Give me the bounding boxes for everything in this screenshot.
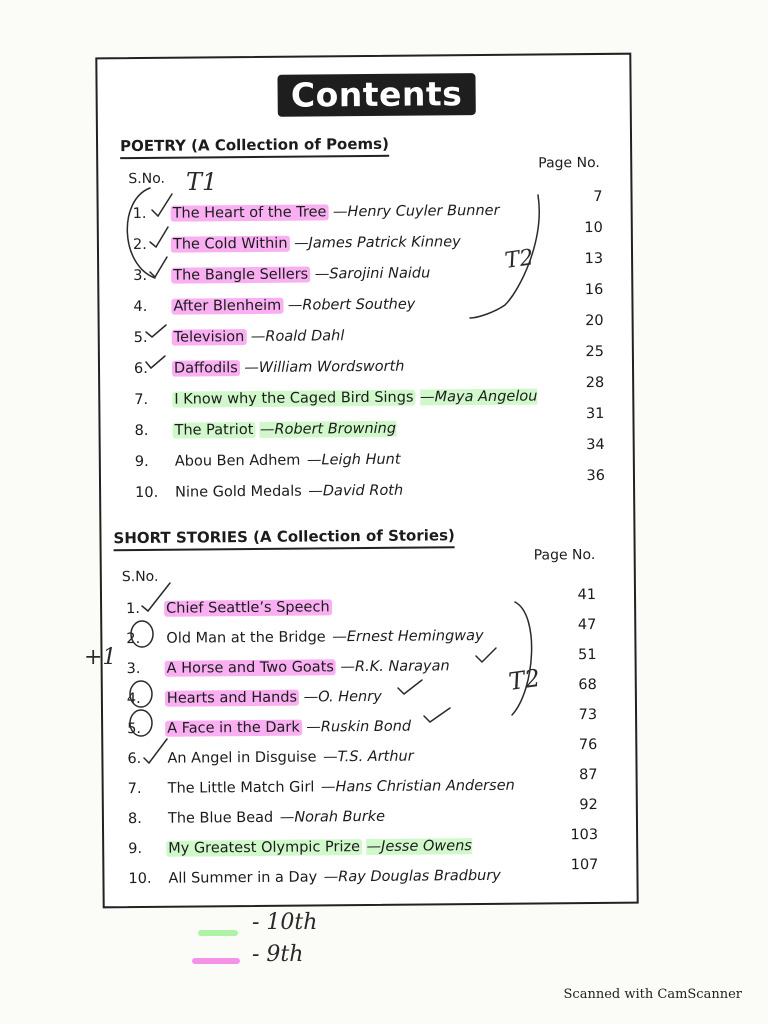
story-title: A Horse and Two Goats [166,659,334,677]
poem-title: Television [173,329,245,346]
poem-row-4 [133,281,623,319]
story-entry [165,654,450,680]
stories-heading: SHORT STORIES (A Collection of Stories) [113,526,455,551]
story-number: 2. [126,630,141,648]
story-author: —Jesse Owens [366,838,472,856]
story-entry [164,624,483,651]
poem-entry [172,417,396,443]
story-page-number: 76 [578,737,598,754]
story-entry [166,864,501,891]
stories-sno-label: S.No. [121,568,159,586]
story-title: All Summer in a Day [168,869,318,887]
story-entry [164,595,332,620]
stories-page-label: Page No. [533,547,596,564]
story-number: 4. [126,690,141,708]
poem-page-number: 25 [585,343,604,361]
annotation-t2-upper: T2 [503,245,536,274]
story-author: —O. Henry [303,688,382,706]
story-entry [165,745,413,771]
poem-page-number: 16 [584,281,604,299]
poem-page-number: 31 [585,405,605,423]
poem-entry [171,230,461,257]
story-page-number: 41 [577,587,597,604]
poem-number: 6. [133,360,148,378]
story-number: 9. [128,840,143,858]
poem-number: 4. [133,298,148,316]
annotation-t2-lower: T2 [506,663,542,696]
poem-title: After Blenheim [173,297,282,315]
poem-row-7 [134,374,624,412]
poem-title: The Cold Within [172,235,288,253]
poem-author: —Robert Southey [287,296,416,314]
story-author: —Hans Christian Andersen [320,777,515,796]
story-row-2 [126,617,626,651]
story-author: —R.K. Narayan [340,658,450,676]
story-author: —Ray Douglas Bradbury [323,867,501,886]
story-page-number: 73 [578,707,598,724]
story-page-number: 92 [579,796,598,814]
story-page-number: 51 [578,647,597,664]
scanner-watermark: Scanned with CamScanner [563,987,742,1002]
story-title: Chief Seattle’s Speech [166,599,330,617]
story-page-number: 107 [570,856,599,874]
legend-pink-swatch [192,958,240,964]
poetry-page-label: Page No. [538,154,600,172]
annotation-t1: T1 [186,168,218,196]
story-title: A Face in the Dark [167,719,300,737]
story-title: The Blue Bead [167,809,274,827]
poem-number: 10. [135,484,159,502]
poem-entry [172,355,405,381]
poem-page-number: 7 [593,188,603,206]
story-entry [166,774,515,801]
poem-entry [171,261,430,287]
poem-number: 2. [132,236,147,254]
poem-row-5 [133,312,624,350]
poem-author: —Leigh Hunt [306,451,401,469]
poem-row-1 [132,188,623,226]
poetry-heading: POETRY (A Collection of Poems) [120,135,389,159]
story-page-number: 47 [577,617,597,634]
contents-page [95,53,638,909]
story-row-7 [127,766,628,801]
story-entry [166,805,385,831]
poem-author: —Roald Dahl [250,328,345,346]
story-page-number: 103 [570,826,599,844]
story-title: An Angel in Disguise [167,749,317,767]
poem-page-number: 13 [584,250,604,268]
poem-author: —David Roth [308,482,404,500]
legend-10th: - 10th [252,910,318,935]
story-entry [165,715,411,741]
story-row-5 [127,707,627,741]
poem-number: 3. [133,267,148,285]
poem-row-9 [134,436,625,474]
story-row-8 [127,796,628,831]
story-number: 6. [127,750,142,768]
story-row-6 [127,737,627,771]
poem-title: The Bangle Sellers [173,266,309,284]
story-entry [165,685,382,711]
poem-entry [171,199,500,226]
poem-page-number: 34 [586,436,605,454]
poem-author: —Robert Browning [259,420,397,438]
poem-page-number: 28 [585,374,605,392]
story-row-1 [126,587,626,621]
poem-row-6 [133,343,624,381]
poem-page-number: 36 [586,467,606,485]
poem-entry [173,479,403,505]
story-page-number: 87 [579,766,598,784]
legend-9th: - 9th [252,942,304,967]
story-author: —Ruskin Bond [306,718,412,736]
poem-author: —Maya Angelou [420,388,538,406]
poem-author: —Sarojini Naidu [314,265,431,283]
story-entry [166,834,472,861]
poem-page-number: 10 [584,219,603,237]
poem-page-number: 20 [585,312,604,330]
poem-row-10 [135,467,625,505]
story-author: —Norah Burke [279,808,386,826]
poem-entry [173,448,401,474]
story-author: —Ernest Hemingway [332,627,484,646]
poem-number: 9. [134,453,149,471]
poem-number: 1. [132,205,147,223]
story-title: The Little Match Girl [167,779,315,797]
story-row-10 [128,856,628,891]
story-number: 1. [126,600,141,618]
story-row-3 [126,647,627,681]
poem-title: Abou Ben Adhem [174,452,301,470]
poem-author: —William Wordsworth [244,358,405,377]
story-number: 7. [127,780,142,798]
story-title: Hearts and Hands [166,689,298,707]
story-page-number: 68 [578,677,597,694]
annotation-plus-one: +1 [84,645,117,670]
poem-author: —Henry Cuyler Bunner [332,202,500,221]
poem-row-8 [134,405,624,443]
poem-title: Nine Gold Medals [175,483,302,501]
poem-title: I Know why the Caged Bird Sings [174,389,414,408]
legend-green-swatch [198,930,238,936]
poem-number: 7. [134,391,149,409]
poem-number: 5. [133,329,148,347]
story-number: 8. [127,810,142,828]
poem-title: The Heart of the Tree [172,204,327,222]
story-number: 10. [128,870,152,888]
poetry-sno-label: S.No. [128,170,166,188]
poem-entry [172,324,345,350]
poem-title: The Patriot [174,421,254,439]
poem-author: —James Patrick Kinney [294,234,461,252]
poem-entry [171,293,415,319]
contents-heading: Contents [277,73,475,117]
poem-title: Daffodils [173,360,238,377]
story-author: —T.S. Arthur [323,748,414,766]
story-number: 3. [126,660,141,678]
story-title: Old Man at the Bridge [166,629,326,647]
story-number: 5. [127,720,142,738]
story-row-9 [128,826,628,861]
poem-row-2 [132,219,623,257]
poem-entry [172,385,537,412]
poem-number: 8. [134,422,149,440]
story-title: My Greatest Olympic Prize [168,839,361,857]
